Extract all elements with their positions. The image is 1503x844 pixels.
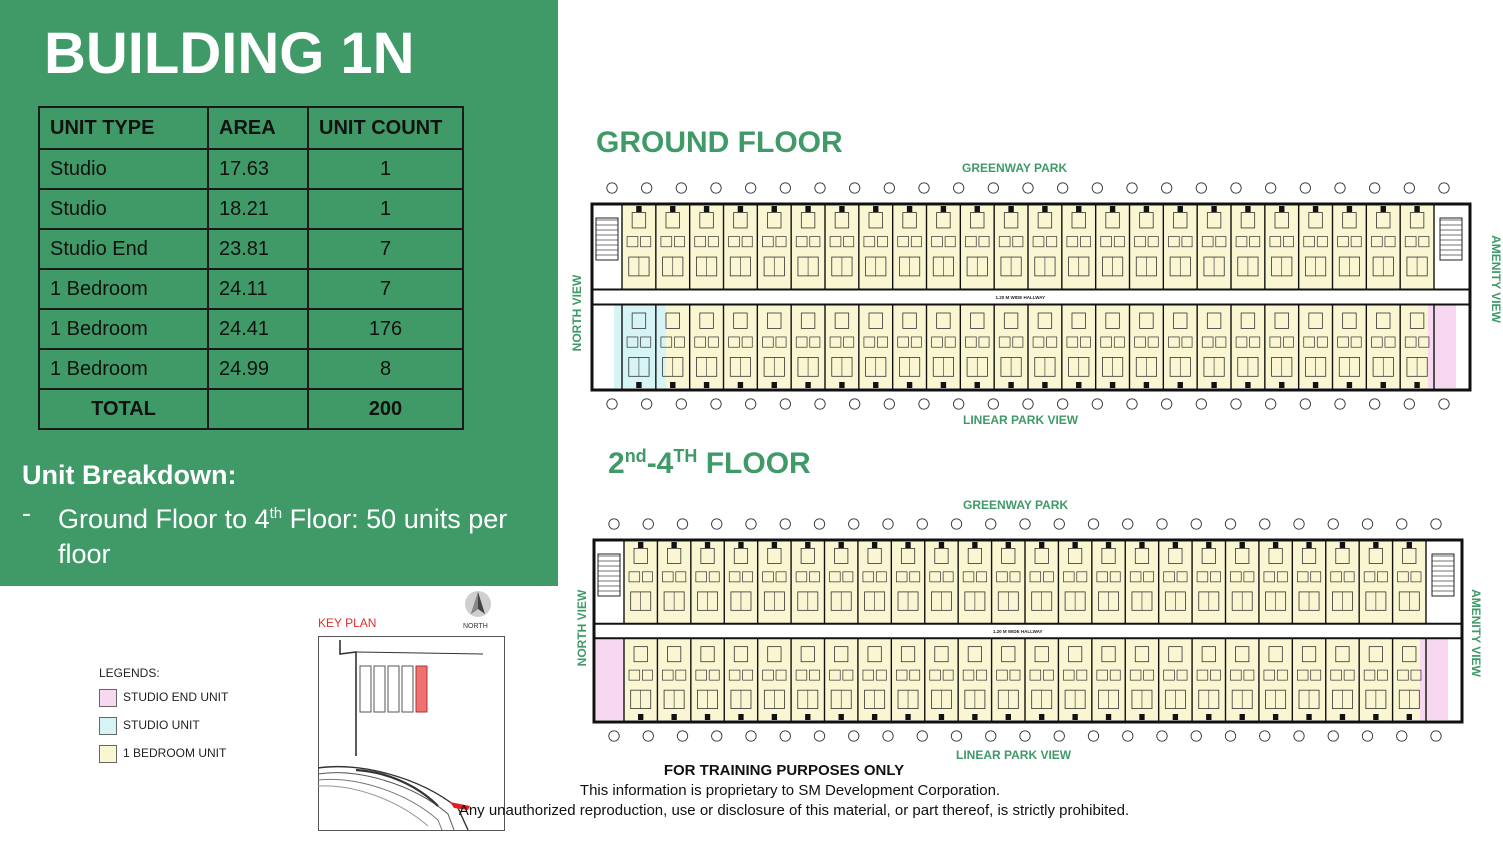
- column-header-area: AREA: [208, 107, 308, 149]
- legend-item-1-bedroom: [99, 745, 226, 763]
- footer-training-note: FOR TRAINING PURPOSES ONLY: [663, 762, 905, 779]
- table-total-row: [39, 389, 463, 429]
- upper-top-label: GREENWAY PARK: [963, 498, 1069, 512]
- upper-title-c: FLOOR: [697, 447, 811, 480]
- table-row: [39, 229, 463, 269]
- svg-text:1.20 M WIDE HALLWAY: 1.20 M WIDE HALLWAY: [995, 295, 1046, 300]
- ground-left-label: NORTH VIEW: [570, 274, 584, 352]
- count-cell: 176: [308, 309, 463, 349]
- unit-type-cell: 1 Bedroom: [39, 309, 208, 349]
- total-label: TOTAL: [39, 389, 208, 429]
- footer-proprietary-note: This information is proprietary to SM Development Corporation.: [579, 782, 1001, 799]
- upper-title-b: -4: [646, 447, 674, 480]
- legend-label: STUDIO END UNIT: [123, 690, 229, 705]
- table-row: [39, 309, 463, 349]
- upper-title-sup-b: TH: [673, 446, 698, 466]
- unit-type-cell: 1 Bedroom: [39, 349, 208, 389]
- ground-floor-plan: [586, 178, 1476, 414]
- unit-type-cell: Studio: [39, 189, 208, 229]
- upper-title-sup-a: nd: [624, 446, 647, 466]
- table-header-row: [39, 107, 463, 149]
- svg-text:1.20 M WIDE HALLWAY: 1.20 M WIDE HALLWAY: [992, 629, 1043, 634]
- legend-item-studio: [99, 717, 200, 735]
- legend-label: 1 BEDROOM UNIT: [123, 746, 227, 761]
- area-cell: 24.11: [208, 269, 308, 309]
- page-title: BUILDING 1N: [44, 21, 415, 86]
- legends-title: LEGENDS:: [99, 666, 160, 680]
- unit-type-cell: Studio: [39, 149, 208, 189]
- key-plan-label: KEY PLAN: [318, 616, 377, 630]
- total-count: 200: [308, 389, 463, 429]
- upper-floor-plan: [588, 514, 1468, 746]
- area-cell: 24.41: [208, 309, 308, 349]
- total-area: [208, 389, 308, 429]
- breakdown-text-a: Ground Floor to 4: [58, 504, 270, 534]
- area-cell: 18.21: [208, 189, 308, 229]
- breakdown-text: [58, 496, 558, 572]
- footer-disclaimer: Any unauthorized reproduction, use or disclosure of this material, or part thereof, is strictly prohibited.: [458, 802, 1130, 819]
- upper-right-label: AMENITY VIEW: [1469, 589, 1483, 677]
- column-header-unit-count: UNIT COUNT: [308, 107, 463, 149]
- breakdown-sup: th: [269, 505, 283, 522]
- legend-swatch-1-bedroom: [99, 745, 117, 763]
- unit-type-cell: Studio End: [39, 229, 208, 269]
- breakdown-heading: Unit Breakdown:: [22, 460, 237, 490]
- area-cell: 23.81: [208, 229, 308, 269]
- legend-swatch-studio-end: [99, 689, 117, 707]
- table-row: [39, 189, 463, 229]
- count-cell: 7: [308, 229, 463, 269]
- unit-type-cell: 1 Bedroom: [39, 269, 208, 309]
- summary-panel: [0, 0, 558, 586]
- area-cell: 24.99: [208, 349, 308, 389]
- north-arrow-icon: [458, 590, 498, 624]
- upper-bottom-label: LINEAR PARK VIEW: [956, 748, 1072, 762]
- count-cell: 1: [308, 149, 463, 189]
- north-label: NORTH: [463, 623, 488, 630]
- table-row: [39, 349, 463, 389]
- breakdown-text-b: Floor: 50 units per floor: [58, 504, 508, 569]
- ground-right-label: AMENITY VIEW: [1489, 235, 1503, 323]
- legend-label: STUDIO UNIT: [123, 718, 200, 733]
- upper-floor-title: [608, 446, 811, 481]
- upper-title-a: 2: [608, 447, 625, 480]
- table-row: [39, 269, 463, 309]
- ground-floor-title: GROUND FLOOR: [596, 126, 843, 159]
- legend-swatch-studio: [99, 717, 117, 735]
- ground-top-label: GREENWAY PARK: [962, 161, 1068, 175]
- unit-table: [38, 106, 464, 430]
- column-header-unit-type: UNIT TYPE: [39, 107, 208, 149]
- count-cell: 7: [308, 269, 463, 309]
- bullet-dash: -: [22, 498, 31, 528]
- table-row: [39, 149, 463, 189]
- upper-left-label: NORTH VIEW: [575, 589, 589, 667]
- ground-bottom-label: LINEAR PARK VIEW: [963, 413, 1079, 427]
- count-cell: 1: [308, 189, 463, 229]
- count-cell: 8: [308, 349, 463, 389]
- legend-item-studio-end: [99, 689, 228, 707]
- area-cell: 17.63: [208, 149, 308, 189]
